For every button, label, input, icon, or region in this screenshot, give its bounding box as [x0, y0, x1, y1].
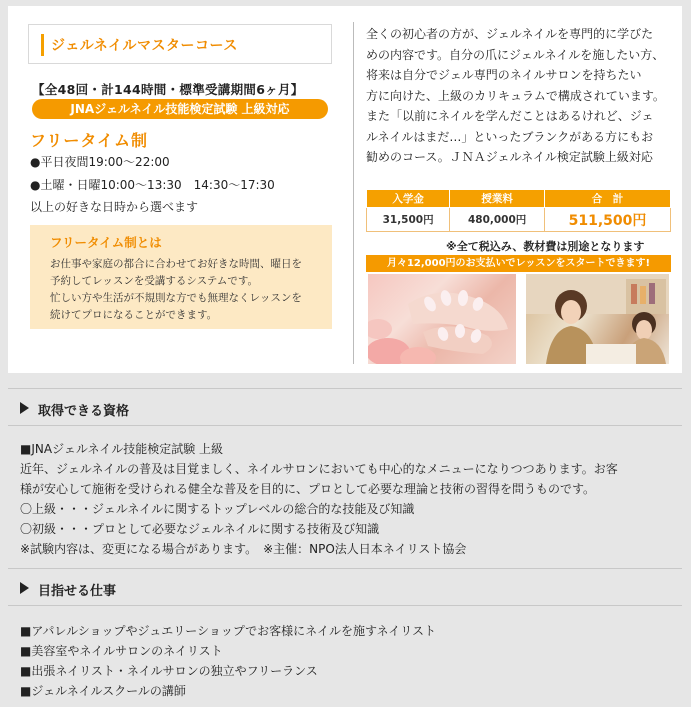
lesson-photo [526, 274, 669, 364]
fee-value-row [367, 208, 671, 232]
column-divider [353, 22, 354, 364]
qualification-line: 〇上級・・・ジェルネイルに関するトップレベルの総合的な技能及び知識 [20, 502, 415, 516]
course-description [366, 24, 671, 168]
schedule-weekday: ●平日夜間19:00〜22:00 [30, 155, 170, 169]
qualification-line: 〇初級・・・プロとして必要なジェルネイルに関する技術及び知識 [20, 522, 380, 536]
tax-note: ※全て税込み、教材費は別途となります [446, 240, 645, 253]
fee-header-total: 合 計 [545, 190, 671, 208]
fee-header-row [367, 190, 671, 208]
description-line: 全くの初心者の方が、ジェルネイルを専門的に学びた [366, 27, 654, 41]
free-box-line: お仕事や家庭の都合に合わせてお好きな時間、曜日を [50, 258, 302, 270]
free-box-line: 予約してレッスンを受講するシステムです。 [50, 275, 259, 287]
course-title: ジェルネイルマスターコース [51, 38, 238, 54]
qualification-heading: 取得できる資格 [38, 404, 130, 419]
nail-art-photo-graphic [368, 274, 516, 364]
qualification-line: ※試験内容は、変更になる場合があります。 ※主催：NPO法人日本ネイリスト協会 [20, 542, 467, 556]
course-card [8, 6, 682, 373]
free-box-heading: フリータイム制とは [50, 235, 162, 250]
fee-header-entrance: 入学金 [367, 190, 450, 208]
job-item: ■アパレルショップやジュエリーショップでお客様にネイルを施すネイリスト [20, 624, 436, 638]
description-line: ルネイルはまだ…」といったブランクがある方にもお [366, 129, 654, 144]
description-line: 勧めのコース。ＪＮＡジェルネイル検定試験上級対応 [366, 150, 653, 164]
schedule-weekend: ●土曜・日曜10:00〜13:30 14:30〜17:30 [30, 178, 275, 192]
fee-value-entrance: 31,500円 [367, 208, 450, 232]
jobs-header [8, 568, 682, 606]
course-summary: 【全48回・計144時間・標準受講期間6ヶ月】 [32, 82, 304, 97]
free-box-line: 続けてプロになることができます。 [50, 309, 218, 321]
lesson-photo-graphic [526, 274, 669, 364]
monthly-payment-banner: 月々12,000円のお支払いでレッスンをスタートできます! [366, 255, 671, 272]
jobs-heading: 目指せる仕事 [38, 584, 117, 599]
description-line: 方に向けた、上級のカリキュラムで構成されています。 [366, 88, 665, 103]
free-box-line: 忙しい方や生活が不規則な方でも無理なくレッスンを [50, 292, 302, 304]
qualification-line: ■JNAジェルネイル技能検定試験 上級 [20, 442, 224, 456]
jna-banner: JNAジェルネイル技能検定試験 上級対応 [32, 99, 328, 119]
job-item: ■出張ネイリスト・ネイルサロンの独立やフリーランス [20, 664, 318, 678]
triangle-right-icon [20, 582, 29, 594]
triangle-right-icon [20, 402, 29, 414]
course-title-box [28, 24, 332, 64]
fee-table [366, 189, 671, 232]
description-line: また「以前にネイルを学んだことはあるけれど、ジェ [366, 109, 654, 123]
job-item: ■ジェルネイルスクールの講師 [20, 684, 186, 698]
description-line: めの内容です。自分の爪にジェルネイルを施したい方、 [366, 47, 665, 62]
fee-value-total: 511,500円 [545, 208, 671, 232]
fee-header-tuition: 授業料 [450, 190, 545, 208]
schedule-note: 以上の好きな日時から選べます [30, 200, 199, 214]
qualification-header [8, 388, 682, 426]
job-item: ■美容室やネイルサロンのネイリスト [20, 644, 223, 658]
nail-art-photo [368, 274, 516, 364]
qualification-line: 近年、ジェルネイルの普及は目覚ましく、ネイルサロンにおいても中心的なメニューになりつつあります。お客 [20, 462, 618, 476]
fee-value-tuition: 480,000円 [450, 208, 545, 232]
title-accent-bar [41, 34, 44, 56]
free-time-title: フリータイム制 [30, 131, 149, 150]
description-line: 将来は自分でジェル専門のネイルサロンを持ちたい [366, 68, 642, 82]
qualification-line: 様が安心して施術を受けられる健全な普及を目的に、プロとして必要な理論と技術の習得を問うものです。 [20, 482, 596, 496]
free-time-info-box [30, 225, 332, 329]
